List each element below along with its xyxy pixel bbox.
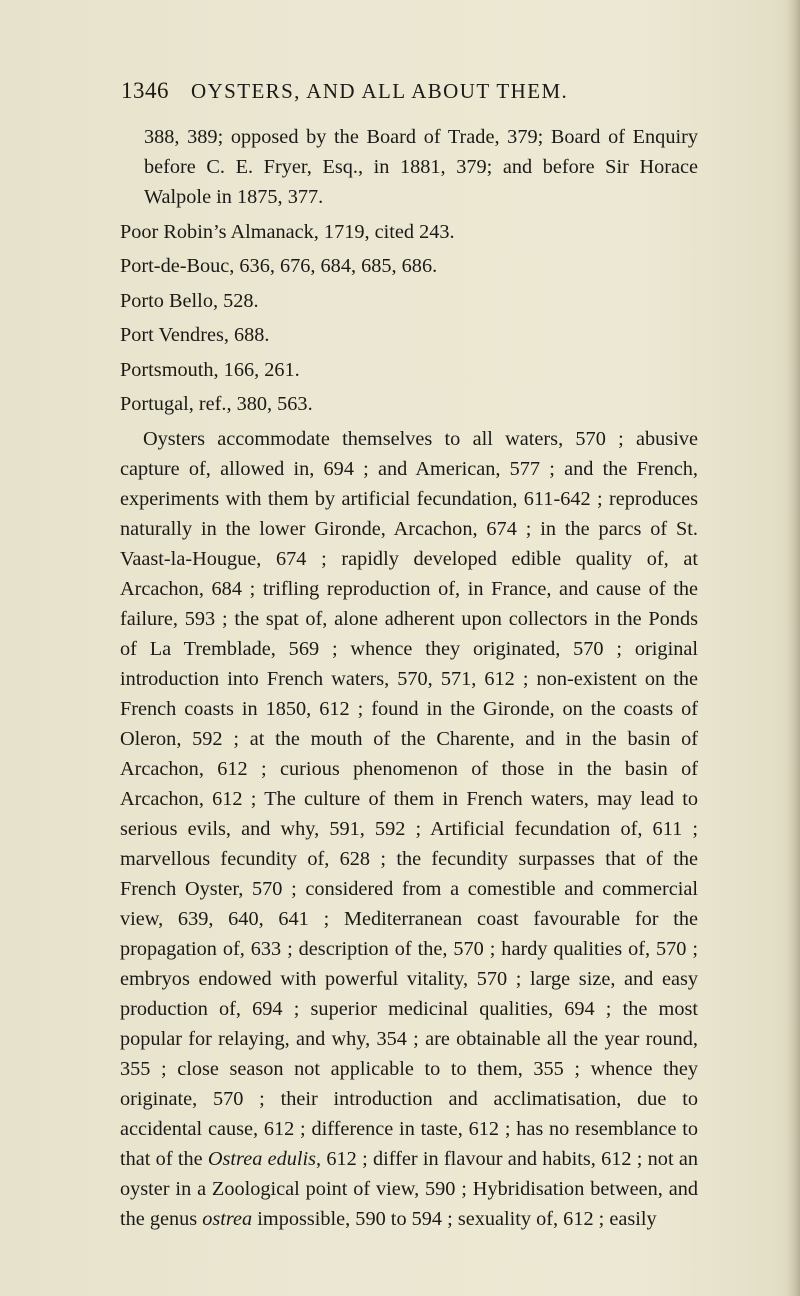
- italic-ostrea: ostrea: [202, 1207, 253, 1230]
- index-entry-port-vendres: Port Vendres, 688.: [120, 324, 270, 346]
- index-entry-portugal-oysters: [120, 424, 698, 1234]
- italic-ostrea-edulis: Ostrea edulis: [207, 1147, 317, 1170]
- index-entry-poor-robin: Poor Robin’s Almanack, 1719, cited 243.: [120, 220, 455, 243]
- index-entry-port-de-bouc: Port-de-Bouc, 636, 676, 684, 685, 686.: [120, 255, 438, 277]
- page-edge-shadow: [786, 0, 800, 1296]
- oysters-text-part-1: Oysters accommodate themselves to all waters, 570 ; abusive capture of, allowed in, 694 ; and American, 577 ; and the French, experiments with them by artificial fecundation, 611-642 ; reproduces naturally in the lower Gironde, Arcachon, 674 ; in the parcs of St. Vaast-la-Hougue, 674 ; rapidly developed edible quality of, at Arcachon, 684 ; trifling reproduction of, in France, and cause of the failure, 593 ; the spat of, alone adherent upon collectors in the Ponds of La Tremblade, 569 ; whence they originated, 570 ; original introduction into French waters, 570, 571, 612 ; non-existent on the French coasts in 1850, 612 ; found in the Gironde, on the coasts of Oleron, 592 ; at the mouth of the Charente, and in the basin of Arcachon, 612 ; curious phenomenon of those in the basin of Arcachon, 612 ; The culture of them in French waters, may lead to serious evils, and why, 591, 592 ; Artificial fecundation of, 611 ; marvellous fecundity of, 628 ; the fecundity surpasses that of the French Oyster, 570 ; considered from a comestible and commercial view, 639, 640, 641 ; Mediterranean coast favourable for the propagation of, 633 ; description of the, 570 ; hardy qualities of, 570 ; embryos endowed with powerful vitality, 570 ; large size, and easy production of, 694 ; superior medicinal qualities, 694 ; the most popular for relaying, and why, 354 ; are obtainable all the year round, 355 ; close season not applicable to to them, 355 ; whence they originate, 570 ; their introduction and acclimatisation, due to accidental cause, 612 ; difference in taste, 612 ; has no resemblance to that of the: [120, 427, 698, 1170]
- oysters-text-part-2: , 612 ; differ in flavour and habits, 612 ; not an oyster in a Zoological point of view, 590 ; Hybridisation between, and the genus: [120, 1147, 698, 1230]
- page-number: 1346: [121, 78, 169, 103]
- page-header: [121, 78, 681, 108]
- index-text: [120, 122, 698, 1234]
- index-entry-portugal: Portugal, ref., 380, 563.: [120, 393, 313, 415]
- index-entry-porto-bello: Porto Bello, 528.: [120, 289, 259, 312]
- index-entry-portsmouth: Portsmouth, 166, 261.: [120, 358, 300, 381]
- running-title: OYSTERS, AND ALL ABOUT THEM.: [191, 79, 569, 103]
- oysters-text-part-3: impossible, 590 to 594 ; sexuality of, 612 ; easily: [257, 1207, 657, 1230]
- index-entry-continuation: 388, 389; opposed by the Board of Trade, 379; Board of Enquiry before C. E. Fryer, Esq., in 1881, 379; and before Sir Horace Walpole in 1875, 377.: [144, 126, 698, 208]
